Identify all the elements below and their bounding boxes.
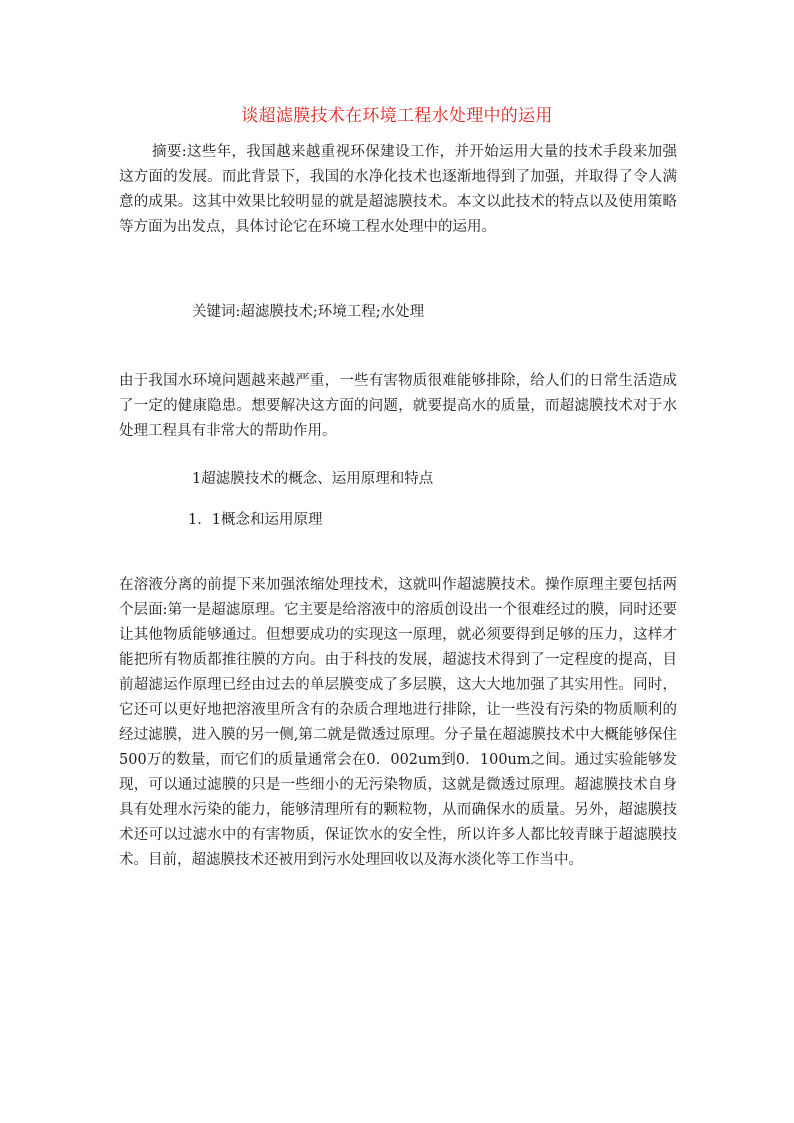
body-paragraph: 在溶液分离的前提下来加强浓缩处理技术，这就叫作超滤膜技术。操作原理主要包括两个层面:第一是超滤原理。它主要是给溶液中的溶质创设出一个很难经过的膜，同时还要让其他物质能够通过。但想要成功的实现这一原理，就必须要得到足够的压力，这样才能把所有物质都推往膜的方向。由于科技的发展，超滤技术得到了一定程度的提高，目前超滤运作原理已经由过去的单层膜变成了多层膜，这大大地加强了其实用性。同时，它还可以更好地把溶液里所含有的杂质合理地进行排除，让一些没有污染的物质顺利的经过滤膜，进入膜的另一侧,第二就是微透过原理。分子量在超滤膜技术中大概能够保住500万的数量，而它们的质量通常会在0．002um到0．100um之间。通过实验能够发现，可以通过滤膜的只是一些细小的无污染物质，这就是微透过原理。超滤膜技术自身具有处理水污染的能力，能够清理所有的颗粒物，从而确保水的质量。另外，超滤膜技术还可以过滤水中的有害物质，保证饮水的安全性，所以许多人都比较青睐于超滤膜技术。目前，超滤膜技术还被用到污水处理回收以及海水淡化等工作当中。 (119, 577, 677, 868)
document-title: 谈超滤膜技术在环境工程水处理中的运用 (241, 106, 553, 126)
section-heading: 1超滤膜技术的概念、运用原理和特点 (192, 471, 434, 487)
intro-paragraph: 由于我国水环境问题越来越严重，一些有害物质很难能够排除，给人们的日常生活造成了一定的健康隐患。想要解决这方面的问题，就要提高水的质量，而超滤膜技术对于水处理工程具有非常大的帮助作用。 (119, 373, 677, 439)
subsection-heading: 1．1概念和运用原理 (188, 512, 323, 528)
keywords-line: 关键词:超滤膜技术;环境工程;水处理 (192, 304, 425, 320)
abstract-paragraph: 摘要:这些年，我国越来越重视环保建设工作，并开始运用大量的技术手段来加强这方面的发展。而此背景下，我国的水净化技术也逐渐地得到了加强，并取得了令人满意的成果。这其中效果比较明显的就是超滤膜技术。本文以此技术的特点以及使用策略等方面为出发点，具体讨论它在环境工程水处理中的运用。 (119, 144, 677, 235)
